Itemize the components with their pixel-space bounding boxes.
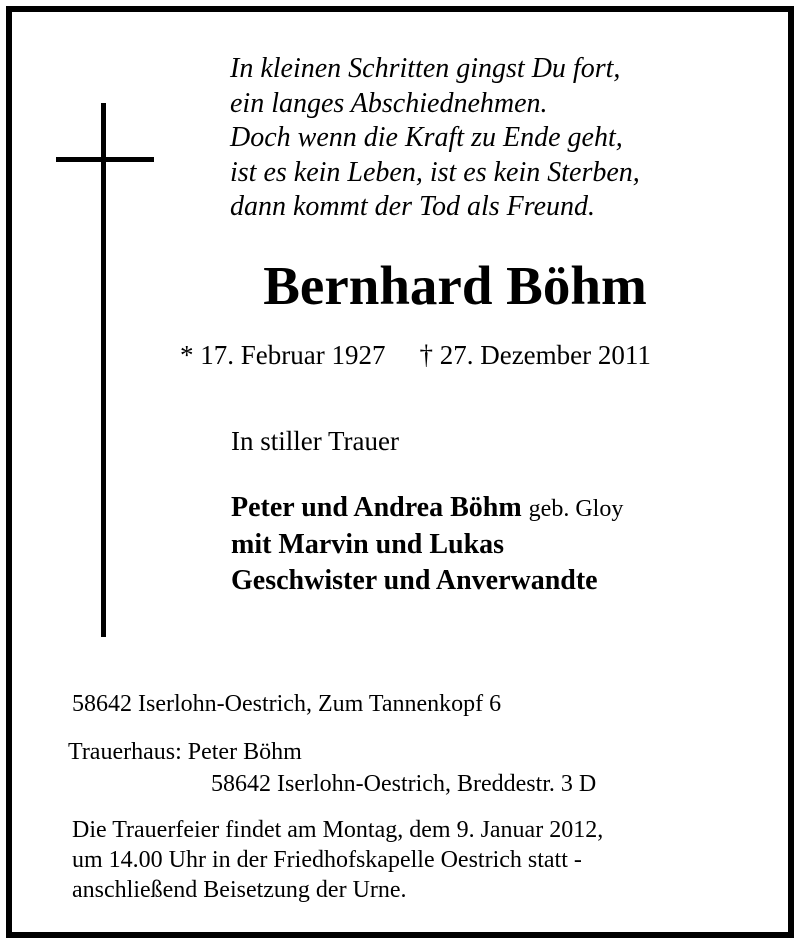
trauerhaus-line: Trauerhaus: Peter Böhm xyxy=(68,739,302,765)
birth-date: * 17. Februar 1927 xyxy=(180,340,386,370)
trauerhaus-address: 58642 Iserlohn-Oestrich, Breddestr. 3 D xyxy=(211,771,597,797)
poem-line: ist es kein Leben, ist es kein Sterben, xyxy=(230,156,640,188)
ceremony-info xyxy=(72,815,603,905)
cross-icon-vertical xyxy=(101,103,106,637)
mourner-line: mit Marvin und Lukas xyxy=(231,529,505,560)
mourner-line: Geschwister und Anverwandte xyxy=(231,565,598,596)
poem-line: dann kommt der Tod als Freund. xyxy=(230,191,596,222)
deceased-name: Bernhard Böhm xyxy=(263,255,647,316)
address: 58642 Iserlohn-Oestrich, Zum Tannenkopf 6 xyxy=(72,691,502,717)
ceremony-line: anschließend Beisetzung der Urne. xyxy=(72,877,407,903)
poem xyxy=(230,52,640,225)
cross-icon-horizontal xyxy=(56,157,154,162)
mourning-intro: In stiller Trauer xyxy=(231,426,399,456)
mourner-names: Peter und Andrea Böhm xyxy=(231,492,522,523)
mourner-line xyxy=(231,490,623,527)
life-dates xyxy=(180,337,651,373)
death-date: † 27. Dezember 2011 xyxy=(419,340,651,370)
mourners xyxy=(231,490,623,599)
trauerhaus xyxy=(68,736,596,800)
poem-line: Doch wenn die Kraft zu Ende geht, xyxy=(230,122,623,153)
ceremony-line: Die Trauerfeier findet am Montag, dem 9. Januar 2012, xyxy=(72,817,604,843)
maiden-name: geb. Gloy xyxy=(528,496,624,522)
poem-line: In kleinen Schritten gingst Du fort, xyxy=(230,53,621,84)
ceremony-line: um 14.00 Uhr in der Friedhofskapelle Oestrich statt - xyxy=(72,847,582,873)
poem-line: ein langes Abschiednehmen. xyxy=(230,87,548,119)
